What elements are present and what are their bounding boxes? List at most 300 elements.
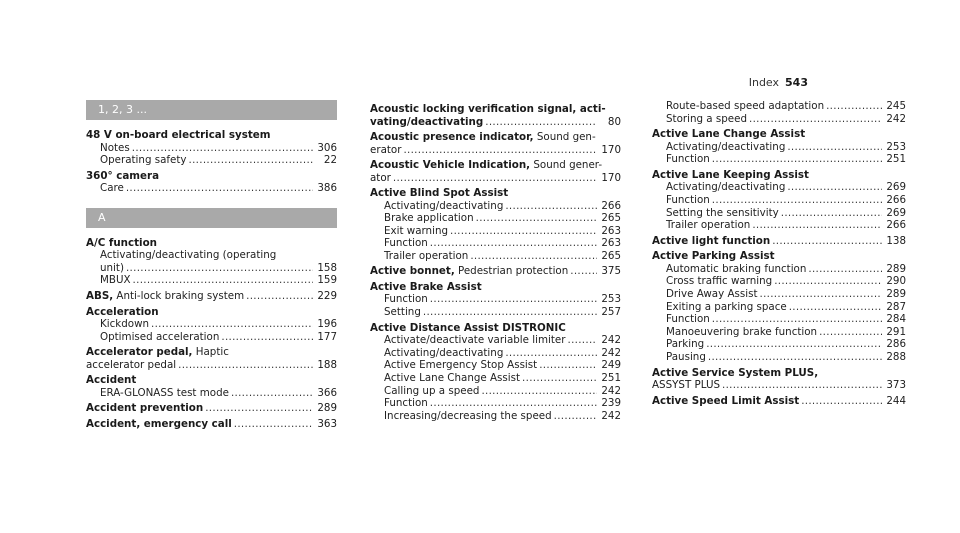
dot-leader bbox=[760, 288, 883, 301]
entry-text: Function bbox=[384, 237, 428, 250]
sub-entry-line bbox=[666, 275, 906, 288]
sub-entry bbox=[652, 153, 906, 166]
sub-entry bbox=[370, 385, 621, 398]
dot-leader bbox=[470, 250, 597, 263]
dot-leader bbox=[234, 418, 313, 431]
entry-first-line bbox=[86, 346, 337, 359]
entry-text: Active Lane Change Assist bbox=[384, 371, 521, 384]
sub-entry bbox=[652, 181, 906, 194]
sub-entry-line bbox=[384, 306, 621, 319]
page-ref: 22 bbox=[323, 154, 337, 167]
page-ref: 289 bbox=[886, 287, 906, 300]
index-entry bbox=[652, 235, 906, 248]
sub-entry-line bbox=[666, 100, 906, 113]
entry-line bbox=[652, 395, 906, 408]
entry-text: Trailer operation bbox=[384, 249, 469, 262]
page-ref: 289 bbox=[317, 402, 337, 415]
page-ref: 242 bbox=[601, 334, 621, 347]
dot-leader bbox=[430, 237, 597, 250]
sub-entry bbox=[370, 212, 621, 225]
sub-entry-line bbox=[100, 262, 337, 275]
index-entry bbox=[370, 103, 621, 128]
index-entry bbox=[370, 159, 621, 184]
entry-text: Function bbox=[384, 397, 428, 410]
entry-head bbox=[86, 418, 232, 431]
page-ref: 306 bbox=[317, 141, 337, 154]
sub-entry-line bbox=[666, 301, 906, 314]
entry-text: ASSYST PLUS bbox=[652, 379, 721, 391]
dot-leader bbox=[787, 141, 882, 154]
section-gap bbox=[86, 195, 337, 208]
sub-entry bbox=[652, 141, 906, 154]
entry-text: Function bbox=[666, 153, 710, 166]
index-entry bbox=[370, 322, 621, 423]
index-entry bbox=[86, 290, 337, 303]
sub-entry bbox=[86, 318, 337, 331]
entry-title: Accident, emergency call bbox=[86, 417, 232, 430]
dot-leader bbox=[789, 301, 882, 314]
sub-entry bbox=[652, 194, 906, 207]
entry-title: Active Speed Limit Assist bbox=[652, 394, 800, 407]
sub-entry bbox=[86, 274, 337, 287]
entry-text: Brake application bbox=[384, 212, 474, 225]
entry-first-line bbox=[370, 159, 621, 172]
dot-leader bbox=[722, 379, 882, 392]
dot-leader bbox=[430, 397, 597, 410]
index-entry bbox=[652, 169, 906, 232]
sub-entry bbox=[86, 142, 337, 155]
entry-text: Calling up a speed bbox=[384, 384, 480, 397]
entry-text: Increasing/decreasing the speed bbox=[384, 409, 552, 422]
sub-entry-line bbox=[384, 200, 621, 213]
entry-text: Manoeuvering brake function bbox=[666, 325, 818, 338]
sub-entry bbox=[652, 313, 906, 326]
entry-text: Active Emergency Stop Assist bbox=[384, 359, 538, 372]
page-ref: 158 bbox=[317, 261, 337, 274]
page-ref: 291 bbox=[886, 325, 906, 338]
sub-entry-line bbox=[100, 182, 337, 195]
entry-text: Storing a speed bbox=[666, 112, 747, 125]
page-ref: 80 bbox=[607, 115, 621, 128]
entry-title: Acoustic Vehicle Indication, bbox=[370, 159, 531, 171]
sub-entry bbox=[652, 288, 906, 301]
page-ref: 177 bbox=[317, 330, 337, 343]
entry-continuation bbox=[652, 379, 906, 392]
entry-text: Operating safety bbox=[100, 154, 187, 167]
entry-text: accelerator pedal bbox=[86, 358, 177, 371]
dot-leader bbox=[522, 372, 597, 385]
entry-text: Notes bbox=[100, 141, 130, 154]
sub-entry-line bbox=[666, 113, 906, 126]
sub-entry-line bbox=[384, 397, 621, 410]
section-header: A bbox=[86, 208, 337, 228]
page-number: 543 bbox=[785, 76, 808, 89]
dot-leader bbox=[568, 334, 598, 347]
entry-title: Active Lane Change Assist bbox=[652, 128, 806, 141]
sub-entry bbox=[370, 347, 621, 360]
entry-text: ERA-GLONASS test mode bbox=[100, 386, 229, 399]
sub-entry bbox=[652, 338, 906, 351]
page-index bbox=[749, 76, 808, 89]
page-ref: 289 bbox=[886, 262, 906, 275]
index-entry bbox=[652, 128, 906, 166]
page-ref: 265 bbox=[601, 249, 621, 262]
entry-text: ator bbox=[370, 171, 391, 184]
entry-line bbox=[86, 402, 337, 415]
index-column-1 bbox=[86, 100, 337, 430]
entry-text: Activating/deactivating bbox=[666, 140, 786, 153]
dot-leader bbox=[570, 265, 597, 278]
index-entry bbox=[86, 374, 337, 399]
page-ref: 245 bbox=[886, 100, 906, 112]
sub-entry bbox=[370, 225, 621, 238]
sub-entry bbox=[652, 263, 906, 276]
sub-entry bbox=[652, 326, 906, 339]
sub-entry bbox=[86, 262, 337, 275]
index-entry bbox=[370, 281, 621, 319]
sub-entry bbox=[86, 154, 337, 167]
entry-continuation bbox=[370, 144, 621, 157]
entry-text: Trailer operation bbox=[666, 219, 751, 232]
entry-qualifier: Anti-lock braking system bbox=[113, 290, 245, 303]
sub-entry-line bbox=[384, 293, 621, 306]
dot-leader bbox=[801, 395, 882, 408]
entry-text: Activating/deactivating bbox=[666, 181, 786, 194]
sub-entry-line bbox=[100, 154, 337, 167]
page-ref: 253 bbox=[601, 293, 621, 306]
sub-entry-line bbox=[384, 410, 621, 423]
entry-text: Drive Away Assist bbox=[666, 287, 758, 300]
page-ref: 196 bbox=[317, 318, 337, 331]
sub-entry bbox=[652, 207, 906, 220]
entry-first-line bbox=[370, 131, 621, 144]
entry-text: Function bbox=[384, 293, 428, 306]
dot-leader bbox=[246, 290, 313, 303]
entry-title: Accident bbox=[86, 374, 137, 387]
entry-text: Parking bbox=[666, 338, 705, 351]
sub-entry bbox=[370, 359, 621, 372]
entry-text: Activating/deactivating bbox=[384, 199, 504, 212]
index-entry bbox=[652, 367, 906, 392]
sub-entry-line bbox=[384, 347, 621, 360]
entry-text: Optimised acceleration bbox=[100, 330, 220, 343]
dot-leader bbox=[826, 100, 882, 113]
dot-leader bbox=[772, 235, 882, 248]
sub-entry-line bbox=[666, 194, 906, 207]
dot-leader bbox=[485, 116, 597, 129]
sub-entry bbox=[370, 397, 621, 410]
page-ref: 287 bbox=[886, 300, 906, 313]
sub-entry bbox=[652, 301, 906, 314]
page-ref: 286 bbox=[886, 338, 906, 351]
dot-leader bbox=[712, 194, 882, 207]
page-ref: 244 bbox=[886, 394, 906, 407]
entry-continuation bbox=[86, 359, 337, 372]
entry-continuation bbox=[370, 172, 621, 185]
dot-leader bbox=[781, 207, 882, 220]
sub-entry-line bbox=[100, 387, 337, 400]
entry-qualifier: Sound gen- bbox=[533, 131, 596, 143]
entry-line bbox=[86, 290, 337, 303]
entry-title: Acoustic locking verification signal, acti- bbox=[370, 103, 606, 115]
entry-text: Kickdown bbox=[100, 318, 150, 331]
page-ref: 290 bbox=[886, 275, 906, 288]
dot-leader bbox=[403, 144, 597, 157]
sub-entry bbox=[652, 219, 906, 232]
page-ref: 138 bbox=[886, 234, 906, 247]
page-ref: 239 bbox=[601, 397, 621, 410]
dot-leader bbox=[126, 262, 313, 275]
entry-text: Care bbox=[100, 182, 124, 195]
index-entry bbox=[370, 187, 621, 262]
dot-leader bbox=[133, 274, 313, 287]
entry-title: Accident prevention bbox=[86, 402, 204, 415]
entry-text: Activating/deactivating bbox=[384, 346, 504, 359]
page-ref: 170 bbox=[601, 171, 621, 184]
sub-entry-text: Activating/deactivating (operating bbox=[100, 249, 277, 262]
page-ref: 284 bbox=[886, 313, 906, 326]
dot-leader bbox=[481, 385, 597, 398]
entry-text: Function bbox=[666, 313, 710, 326]
sub-entry-line bbox=[666, 141, 906, 154]
entry-title: Active bonnet, bbox=[370, 265, 455, 278]
entry-text: Pausing bbox=[666, 350, 706, 363]
entry-head bbox=[652, 395, 799, 408]
entry-title: Active Parking Assist bbox=[652, 250, 775, 263]
sub-entry-line bbox=[384, 237, 621, 250]
sub-entry-line bbox=[666, 326, 906, 339]
page-ref: 269 bbox=[886, 181, 906, 194]
dot-leader bbox=[505, 347, 597, 360]
entry-first-line bbox=[652, 367, 906, 380]
page-ref: 188 bbox=[317, 358, 337, 371]
dot-leader bbox=[712, 313, 882, 326]
dot-leader bbox=[151, 318, 313, 331]
sub-entry-line bbox=[666, 338, 906, 351]
page-ref: 265 bbox=[601, 212, 621, 225]
page-ref: 242 bbox=[886, 112, 906, 125]
sub-entry-line bbox=[666, 181, 906, 194]
page-ref: 373 bbox=[886, 379, 906, 391]
sub-entry-line bbox=[100, 142, 337, 155]
page-ref: 288 bbox=[886, 350, 906, 363]
dot-leader bbox=[749, 113, 882, 126]
sub-entry bbox=[370, 293, 621, 306]
dot-leader bbox=[787, 181, 882, 194]
page-ref: 263 bbox=[601, 224, 621, 237]
dot-leader bbox=[476, 212, 597, 225]
index-entry bbox=[370, 265, 621, 278]
sub-entry-line bbox=[666, 351, 906, 364]
entry-text: Automatic braking function bbox=[666, 262, 807, 275]
sub-entry bbox=[86, 331, 337, 344]
dot-leader bbox=[231, 387, 313, 400]
dot-leader bbox=[178, 359, 313, 372]
page-ref: 266 bbox=[886, 193, 906, 206]
entry-line bbox=[652, 235, 906, 248]
dot-leader bbox=[712, 153, 882, 166]
sub-entry-line bbox=[384, 212, 621, 225]
entry-text: Exit warning bbox=[384, 224, 449, 237]
page-ref: 375 bbox=[601, 265, 621, 278]
sub-entry-line bbox=[666, 288, 906, 301]
entry-continuation bbox=[370, 116, 621, 129]
dot-leader bbox=[554, 410, 597, 423]
page-ref: 251 bbox=[601, 371, 621, 384]
dot-leader bbox=[126, 182, 313, 195]
dot-leader bbox=[221, 331, 313, 344]
index-entry bbox=[86, 306, 337, 344]
entry-head bbox=[86, 402, 203, 415]
sub-entry bbox=[370, 334, 621, 347]
entry-title: Active Lane Keeping Assist bbox=[652, 168, 809, 181]
page-ref: 229 bbox=[317, 290, 337, 303]
index-entry bbox=[86, 170, 337, 195]
entry-text: Setting the sensitivity bbox=[666, 206, 779, 219]
sub-entry bbox=[652, 351, 906, 364]
index-entry bbox=[652, 100, 906, 125]
dot-leader bbox=[752, 219, 882, 232]
sub-entry bbox=[652, 100, 906, 113]
dot-leader bbox=[393, 172, 597, 185]
sub-entry bbox=[370, 237, 621, 250]
entry-title: ABS, bbox=[86, 290, 114, 303]
entry-text: Exiting a parking space bbox=[666, 300, 787, 313]
page-ref: 170 bbox=[601, 143, 621, 156]
entry-title: Accelerator pedal, bbox=[86, 346, 193, 359]
page-ref: 366 bbox=[317, 386, 337, 399]
dot-leader bbox=[189, 154, 313, 167]
page-ref: 266 bbox=[886, 219, 906, 232]
entry-text: Route-based speed adaptation bbox=[666, 100, 825, 112]
index-column-3 bbox=[652, 100, 906, 407]
index-entry bbox=[86, 402, 337, 415]
page-ref: 159 bbox=[317, 274, 337, 287]
sub-entry-line bbox=[384, 359, 621, 372]
sub-entry-line bbox=[666, 313, 906, 326]
dot-leader bbox=[808, 263, 882, 276]
sub-entry bbox=[86, 387, 337, 400]
sub-entry-line bbox=[100, 274, 337, 287]
page-ref: 251 bbox=[886, 153, 906, 166]
sub-entry-line bbox=[666, 263, 906, 276]
sub-entry bbox=[652, 113, 906, 126]
entry-title: Active Brake Assist bbox=[370, 280, 482, 293]
sub-entry bbox=[370, 250, 621, 263]
page-ref: 269 bbox=[886, 206, 906, 219]
sub-entry-line bbox=[384, 372, 621, 385]
page-ref: 242 bbox=[601, 384, 621, 397]
entry-text: Setting bbox=[384, 306, 421, 319]
sub-entry bbox=[86, 182, 337, 195]
entry-text: Cross traffic warning bbox=[666, 275, 773, 288]
entry-title: Acoustic presence indicator, bbox=[370, 131, 534, 143]
index-column-2 bbox=[370, 100, 621, 422]
sub-entry bbox=[370, 306, 621, 319]
sub-entry bbox=[370, 410, 621, 423]
sub-entry bbox=[652, 275, 906, 288]
section-header: 1, 2, 3 ... bbox=[86, 100, 337, 120]
entry-text: unit) bbox=[100, 261, 124, 274]
index-entry bbox=[86, 129, 337, 167]
page-ref: 242 bbox=[601, 409, 621, 422]
sub-entry-line bbox=[384, 250, 621, 263]
entry-text: Function bbox=[666, 193, 710, 206]
index-entry bbox=[86, 237, 337, 287]
dot-leader bbox=[708, 351, 882, 364]
entry-line bbox=[86, 418, 337, 431]
sub-entry-line bbox=[384, 225, 621, 238]
sub-entry-line bbox=[666, 153, 906, 166]
dot-leader bbox=[819, 326, 882, 339]
dot-leader bbox=[430, 293, 597, 306]
index-entry bbox=[652, 250, 906, 363]
dot-leader bbox=[539, 359, 597, 372]
page-ref: 249 bbox=[601, 359, 621, 372]
dot-leader bbox=[132, 142, 313, 155]
entry-head bbox=[86, 290, 244, 303]
sub-entry bbox=[370, 372, 621, 385]
index-label: Index bbox=[748, 76, 780, 89]
index-entry bbox=[86, 418, 337, 431]
sub-entry-line bbox=[384, 385, 621, 398]
dot-leader bbox=[706, 338, 882, 351]
entry-title: A/C function bbox=[86, 236, 157, 249]
page-ref: 263 bbox=[601, 237, 621, 250]
page-ref: 266 bbox=[601, 199, 621, 212]
sub-entry bbox=[370, 200, 621, 213]
entry-text: erator bbox=[370, 143, 402, 156]
entry-title: Active Blind Spot Assist bbox=[370, 187, 509, 199]
index-entry bbox=[370, 131, 621, 156]
entry-first-line bbox=[370, 103, 621, 116]
dot-leader bbox=[450, 225, 597, 238]
entry-text: Activate/deactivate variable limiter bbox=[384, 334, 566, 347]
sub-entry-line bbox=[100, 331, 337, 344]
page-ref: 242 bbox=[601, 346, 621, 359]
entry-title: Active light function bbox=[652, 234, 771, 247]
dot-leader bbox=[505, 200, 597, 213]
page-ref: 363 bbox=[317, 417, 337, 430]
sub-entry-line bbox=[384, 334, 621, 347]
sub-entry-line bbox=[666, 219, 906, 232]
entry-line bbox=[370, 265, 621, 278]
entry-text: MBUX bbox=[100, 274, 131, 287]
entry-title: 48 V on-board electrical system bbox=[86, 129, 271, 141]
index-entry bbox=[652, 395, 906, 408]
entry-title: Acceleration bbox=[86, 305, 159, 318]
entry-title: 360° camera bbox=[86, 169, 160, 182]
entry-text: vating/deactivating bbox=[370, 115, 484, 128]
entry-qualifier: Pedestrian protection bbox=[454, 265, 569, 278]
sub-entry-line bbox=[666, 207, 906, 220]
sub-entry-line bbox=[100, 318, 337, 331]
page-ref: 386 bbox=[317, 182, 337, 195]
page-ref: 253 bbox=[886, 140, 906, 153]
dot-leader bbox=[774, 275, 882, 288]
entry-head bbox=[370, 265, 568, 278]
index-entry bbox=[86, 346, 337, 371]
entry-head bbox=[652, 235, 770, 248]
page-ref: 257 bbox=[601, 306, 621, 319]
entry-qualifier: Haptic bbox=[192, 346, 229, 359]
sub-entry bbox=[86, 249, 337, 262]
entry-qualifier: Sound gener- bbox=[530, 159, 603, 171]
entry-title: Active Distance Assist DISTRONIC bbox=[370, 321, 566, 334]
dot-leader bbox=[423, 306, 597, 319]
dot-leader bbox=[205, 402, 313, 415]
entry-title: Active Service System PLUS, bbox=[652, 366, 819, 379]
